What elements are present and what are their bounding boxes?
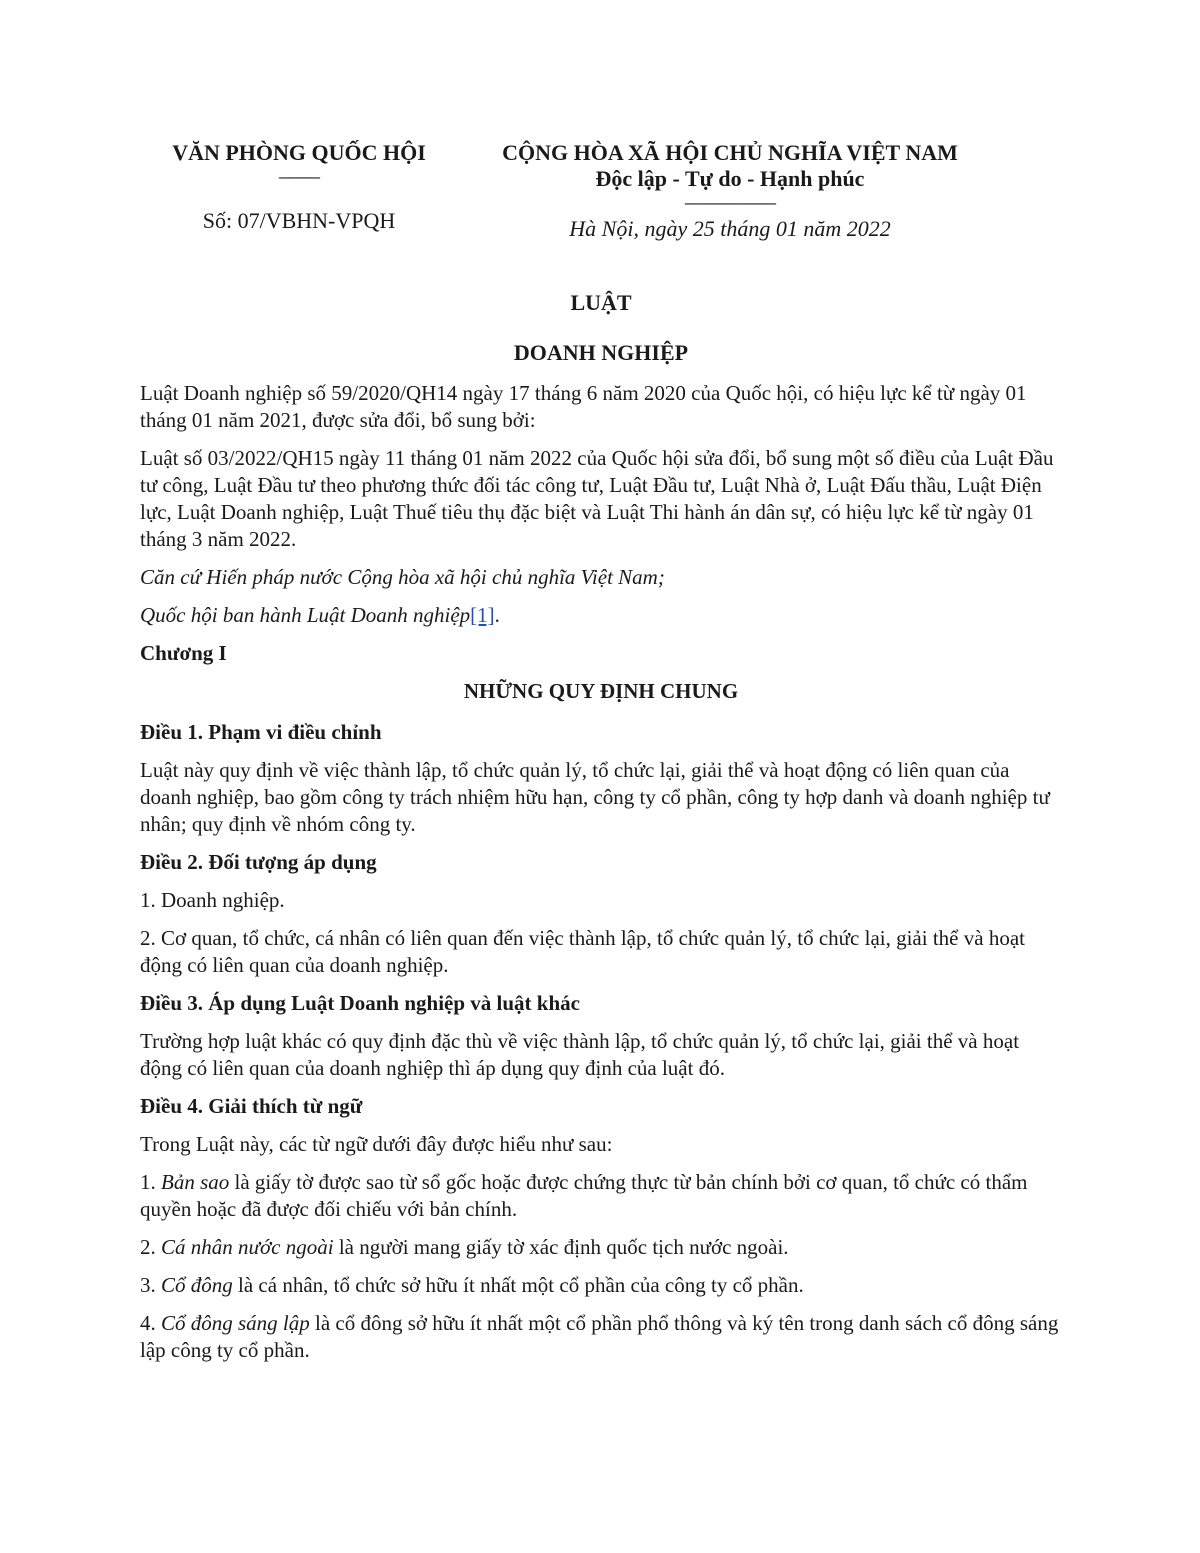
issuer-divider: –––– bbox=[279, 163, 319, 188]
definition-item bbox=[140, 1169, 1062, 1223]
legal-basis: Căn cứ Hiến pháp nước Cộng hòa xã hội chủ nghĩa Việt Nam; bbox=[140, 565, 665, 589]
definition-number: 3. bbox=[140, 1273, 161, 1297]
document-header bbox=[0, 140, 1200, 260]
chapter-name: NHỮNG QUY ĐỊNH CHUNG bbox=[463, 679, 739, 703]
article-2-item-2: 2. Cơ quan, tổ chức, cá nhân có liên quan đến việc thành lập, tổ chức quản lý, tổ chức lại, giải thể và hoạt động có liên quan của doanh nghiệp. bbox=[140, 926, 1025, 977]
definition-term: Cá nhân nước ngoài bbox=[161, 1235, 334, 1259]
country-name: CỘNG HÒA XÃ HỘI CHỦ NGHĨA VIỆT NAM bbox=[502, 140, 958, 165]
article-1-text: Luật này quy định về việc thành lập, tổ chức quản lý, tổ chức lại, giải thể và hoạt động có liên quan của doanh nghiệp, bao gồm công ty trách nhiệm hữu hạn, công ty cổ phần, công ty hợp danh và doanh nghiệp tư nhân; quy định về nhóm công ty. bbox=[140, 758, 1050, 836]
promulgation-period: . bbox=[494, 603, 500, 627]
definition-text: là cá nhân, tổ chức sở hữu ít nhất một cổ phần của công ty cổ phần. bbox=[232, 1273, 804, 1297]
definition-number: 4. bbox=[140, 1311, 161, 1335]
promulgation-text: Quốc hội ban hành Luật Doanh nghiệp bbox=[140, 603, 471, 627]
article-2-item-1: 1. Doanh nghiệp. bbox=[140, 888, 285, 912]
article-3-heading: Điều 3. Áp dụng Luật Doanh nghiệp và luật khác bbox=[140, 991, 580, 1015]
intro-paragraph-1: Luật Doanh nghiệp số 59/2020/QH14 ngày 17 tháng 6 năm 2020 của Quốc hội, có hiệu lực kể từ ngày 01 tháng 01 năm 2021, được sửa đổi, bổ sung bởi: bbox=[140, 381, 1027, 432]
issuer-block bbox=[140, 140, 458, 234]
article-2-heading: Điều 2. Đối tượng áp dụng bbox=[140, 850, 377, 874]
national-block bbox=[460, 140, 1000, 242]
promulgation-line bbox=[140, 602, 1062, 629]
definition-item bbox=[140, 1310, 1062, 1364]
document-body bbox=[140, 290, 1062, 1375]
definition-item bbox=[140, 1234, 1062, 1261]
law-title: LUẬT bbox=[570, 290, 632, 315]
definition-text: là cổ đông sở hữu ít nhất một cổ phần phổ thông và ký tên trong danh sách cổ đông sáng lập công ty cổ phần. bbox=[140, 1311, 1059, 1362]
definition-number: 1. bbox=[140, 1170, 161, 1194]
issuer-name: VĂN PHÒNG QUỐC HỘI bbox=[172, 140, 426, 165]
definition-term: Cổ đông bbox=[161, 1273, 233, 1297]
article-4-heading: Điều 4. Giải thích từ ngữ bbox=[140, 1094, 363, 1118]
article-1-heading: Điều 1. Phạm vi điều chỉnh bbox=[140, 720, 382, 744]
chapter-label: Chương I bbox=[140, 641, 227, 665]
intro-paragraph-2: Luật số 03/2022/QH15 ngày 11 tháng 01 năm 2022 của Quốc hội sửa đổi, bổ sung một số điều của Luật Đầu tư công, Luật Đầu tư theo phương thức đối tác công tư, Luật Đầu tư, Luật Nhà ở, Luật Đấu thầu, Luật Điện lực, Luật Doanh nghiệp, Luật Thuế tiêu thụ đặc biệt và Luật Thi hành án dân sự, có hiệu lực kể từ ngày 01 tháng 3 năm 2022. bbox=[140, 446, 1054, 551]
article-4-lead: Trong Luật này, các từ ngữ dưới đây được hiểu như sau: bbox=[140, 1132, 613, 1156]
definition-term: Cổ đông sáng lập bbox=[161, 1311, 310, 1335]
document-number: Số: 07/VBHN-VPQH bbox=[202, 208, 396, 233]
national-motto: Độc lập - Tự do - Hạnh phúc bbox=[595, 166, 865, 191]
definition-text: là người mang giấy tờ xác định quốc tịch nước ngoài. bbox=[333, 1235, 789, 1259]
place-date: Hà Nội, ngày 25 tháng 01 năm 2022 bbox=[569, 216, 891, 241]
motto-divider: ––––––––– bbox=[685, 189, 775, 214]
law-name: DOANH NGHIỆP bbox=[513, 340, 689, 365]
definition-text: là giấy tờ được sao từ sổ gốc hoặc được chứng thực từ bản chính bởi cơ quan, tổ chức có thẩm quyền hoặc đã được đối chiếu với bản chính. bbox=[140, 1170, 1028, 1221]
definition-term: Bản sao bbox=[161, 1170, 230, 1194]
footnote-link[interactable]: [1] bbox=[470, 603, 495, 627]
definition-item bbox=[140, 1272, 1062, 1299]
definition-number: 2. bbox=[140, 1235, 161, 1259]
article-3-text: Trường hợp luật khác có quy định đặc thù về việc thành lập, tổ chức quản lý, tổ chức lại, giải thể và hoạt động có liên quan của doanh nghiệp thì áp dụng quy định của luật đó. bbox=[140, 1029, 1020, 1080]
